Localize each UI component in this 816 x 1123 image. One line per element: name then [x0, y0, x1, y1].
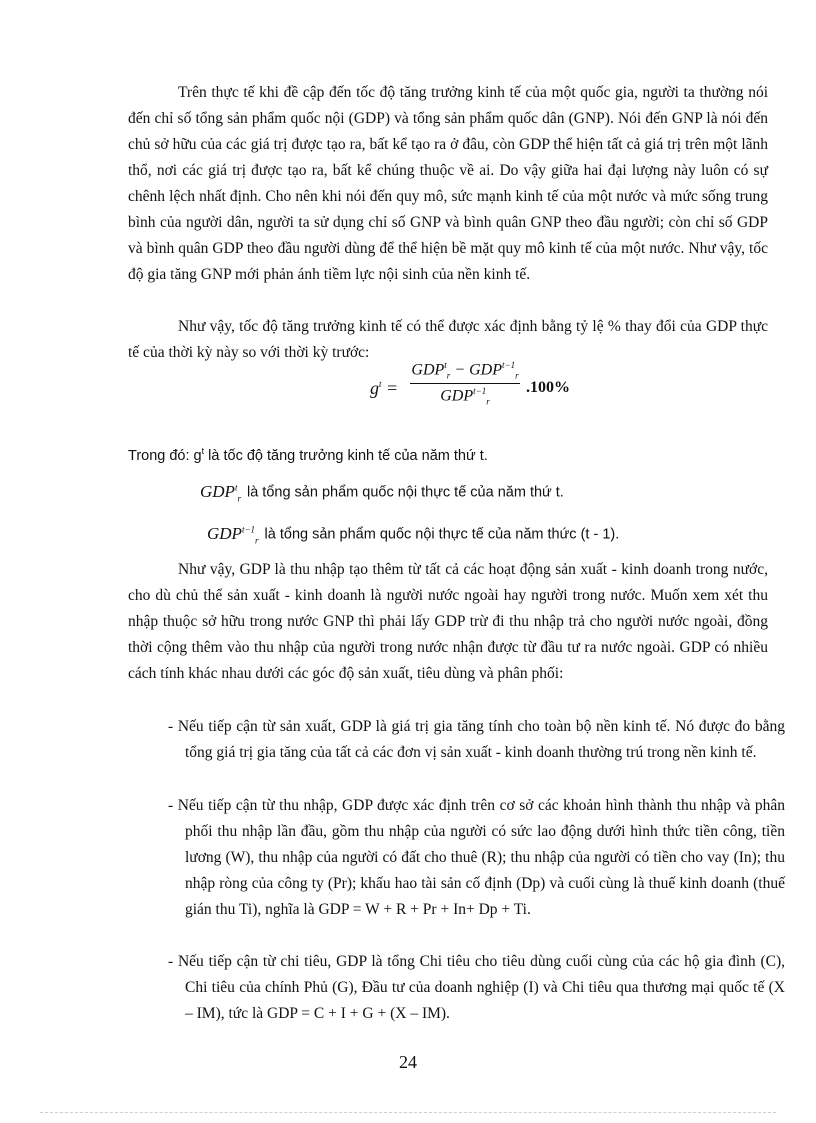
- bullet-expenditure: - Nếu tiếp cận từ chi tiêu, GDP là tổng Chi tiêu cho tiêu dùng cuối cùng của các hộ gia đình (C), Chi tiêu của chính Phủ (G), Đầu tư của doanh nghiệp (I) và Chi tiêu qua thương mại quốc tế (X – IM), tức là GDP = C + I + G + (X – IM).: [168, 953, 785, 1022]
- formula-tail: .100%: [526, 379, 570, 396]
- definition-gdp-t: $GDP^t_r$ là tổng sản phẩm quốc nội thực tế của năm thứ t.: [200, 481, 564, 504]
- where-line: Trong đó: $g^t$ là tốc độ tăng trưởng kinh tế của năm thứ t.: [128, 446, 488, 464]
- growth-formula: [370, 360, 630, 422]
- page-number: 24: [399, 1052, 417, 1072]
- paragraph-2: Như vậy, tốc độ tăng trưởng kinh tế có thể được xác định bằng tỷ lệ % thay đổi của GDP thực tế của thời kỳ này so với thời kỳ trước:: [128, 318, 768, 361]
- fraction-bar: [410, 383, 520, 384]
- footer-divider: [40, 1112, 776, 1113]
- bullet-income: - Nếu tiếp cận từ thu nhập, GDP được xác định trên cơ sở các khoản hình thành thu nhập và phân phối thu nhập lần đầu, gồm thu nhập của người có sức lao động dưới hình thức tiền công, tiền lương (W), thu nhập của người có đất cho thuê (R); thu nhập của người có tiền cho vay (In); thu nhập ròng của công ty (Pr); khấu hao tài sản cố định (Dp) và cuối cùng là thuế kinh doanh (thuế gián thu Ti), nghĩa là GDP = W + R + Pr + In+ Dp + Ti.: [168, 797, 785, 918]
- formula-lhs: $g^t$ =: [370, 378, 399, 398]
- formula-fraction: [410, 360, 519, 407]
- bullet-production: - Nếu tiếp cận từ sản xuất, GDP là giá trị gia tăng tính cho toàn bộ nền kinh tế. Nó được đo bằng tổng giá trị gia tăng của tất cả các đơn vị sản xuất - kinh doanh thường trú trong nền kinh tế.: [168, 718, 785, 761]
- paragraph-3: Như vậy, GDP là thu nhập tạo thêm từ tất cả các hoạt động sản xuất - kinh doanh trong nước, cho dù chủ thể sản xuất - kinh doanh là người nước ngoài hay người trong nước. Muốn xem xét thu nhập thuộc sở hữu trong nước GNP thì phải lấy GDP trừ đi thu nhập trả cho người nước ngoài, đồng thời cộng thêm vào thu nhập của người trong nước nhận được từ đầu tư ra nước ngoài. GDP có nhiều cách tính khác nhau dưới các góc độ sản xuất, tiêu dùng và phân phối:: [128, 561, 768, 682]
- formula-numerator: $GDP^t_r - GDP^{t-1}_r$: [411, 360, 519, 381]
- formula-denominator: $GDP^{t-1}_r$: [440, 385, 490, 407]
- paragraph-1: Trên thực tế khi đề cập đến tốc độ tăng trưởng kinh tế của một quốc gia, người ta thường nói đến chỉ số tổng sản phẩm quốc nội (GDP) và tổng sản phẩm quốc dân (GNP). Nói đến GNP là nói đến chủ sở hữu của các giá trị được tạo ra, bất kể tạo ra ở đâu, còn GDP thể hiện tất cả giá trị trên một lãnh thổ, nơi các giá trị được tạo ra, bất kể chúng thuộc về ai. Do vậy giữa hai đại lượng này luôn có sự chênh lệch nhất định. Cho nên khi nói đến quy mô, sức mạnh kinh tế của một nước và mức sống trung bình của người dân, người ta sử dụng chỉ số GNP và bình quân GNP theo đầu người; còn chỉ số GDP và bình quân GDP theo đầu người dùng để thể hiện bề mặt quy mô kinh tế của một nước. Như vậy, tốc độ gia tăng GNP mới phản ánh tiềm lực nội sinh của nền kinh tế.: [128, 84, 768, 283]
- definition-gdp-t-minus-1: $GDP^{t-1}_r$ là tổng sản phẩm quốc nội thực tế của năm thức (t - 1).: [207, 523, 620, 546]
